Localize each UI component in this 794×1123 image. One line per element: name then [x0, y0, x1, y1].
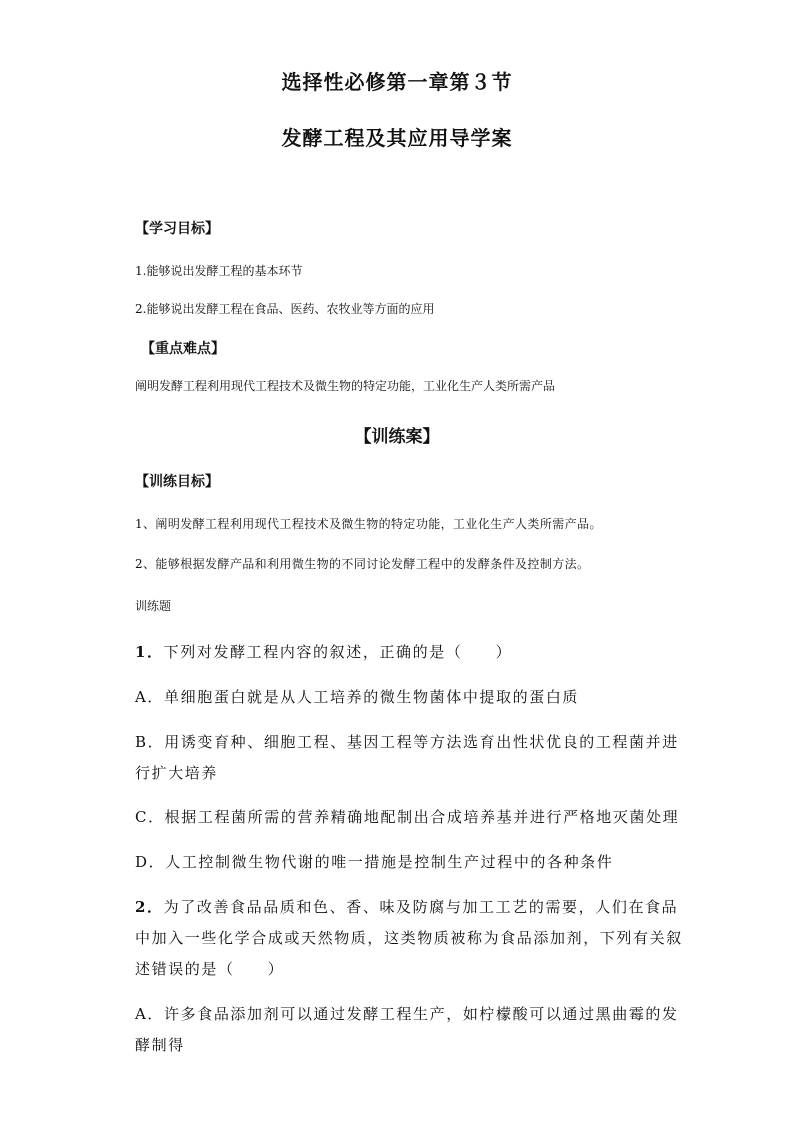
question-number: 1．	[135, 643, 164, 661]
option-c: C．根据工程菌所需的营养精确地配制出合成培养基并进行严格地灭菌处理	[135, 808, 680, 826]
learning-goals-heading: 【学习目标】	[135, 221, 219, 237]
question-1	[135, 645, 512, 660]
question-2	[135, 900, 678, 915]
training-goals-heading: 【训练目标】	[135, 474, 219, 490]
option-b: B．用诱变育种、细胞工程、基因工程等方法选育出性状优良的工程菌并进	[135, 733, 679, 751]
learning-goal-item: 1.能够说出发酵工程的基本环节	[135, 264, 303, 278]
key-points-heading: 【重点难点】	[141, 341, 225, 357]
question-number: 2．	[135, 898, 164, 916]
option-a: A．许多食品添加剂可以通过发酵工程生产，如柠檬酸可以通过黑曲霉的发	[135, 1005, 679, 1023]
question-stem-line: 为了改善食品品质和色、香、味及防腐与加工工艺的需要，人们在食品	[163, 898, 679, 916]
page-subtitle: 发酵工程及其应用导学案	[281, 126, 513, 150]
learning-goal-item: 2.能够说出发酵工程在食品、医药、农牧业等方面的应用	[135, 302, 435, 316]
training-label: 训练题	[135, 599, 172, 613]
training-goal-item: 1、阐明发酵工程利用现代工程技术及微生物的特定功能，工业化生产人类所需产品。	[135, 517, 602, 531]
key-points-text: 阐明发酵工程利用现代工程技术及微生物的特定功能，工业化生产人类所需产品	[135, 379, 556, 393]
option-a-continued: 酵制得	[135, 1036, 185, 1054]
question-stem: 下列对发酵工程内容的叙述，正确的是（ ）	[163, 643, 513, 661]
page-title: 选择性必修第一章第３节	[281, 70, 513, 94]
option-a: A．单细胞蛋白就是从人工培养的微生物菌体中提取的蛋白质	[135, 688, 580, 706]
option-d: D．人工控制微生物代谢的唯一措施是控制生产过程中的各种条件	[135, 853, 614, 871]
training-section-heading: 【训练案】	[354, 427, 440, 447]
option-b-continued: 行扩大培养	[135, 764, 219, 782]
question-stem-line: 述错误的是（ ）	[135, 960, 285, 978]
question-stem-line: 中加入一些化学合成或天然物质，这类物质被称为食品添加剂，下列有关叙	[135, 929, 683, 947]
training-goal-item: 2、能够根据发酵产品和利用微生物的不同讨论发酵工程中的发酵条件及控制方法。	[135, 557, 590, 571]
